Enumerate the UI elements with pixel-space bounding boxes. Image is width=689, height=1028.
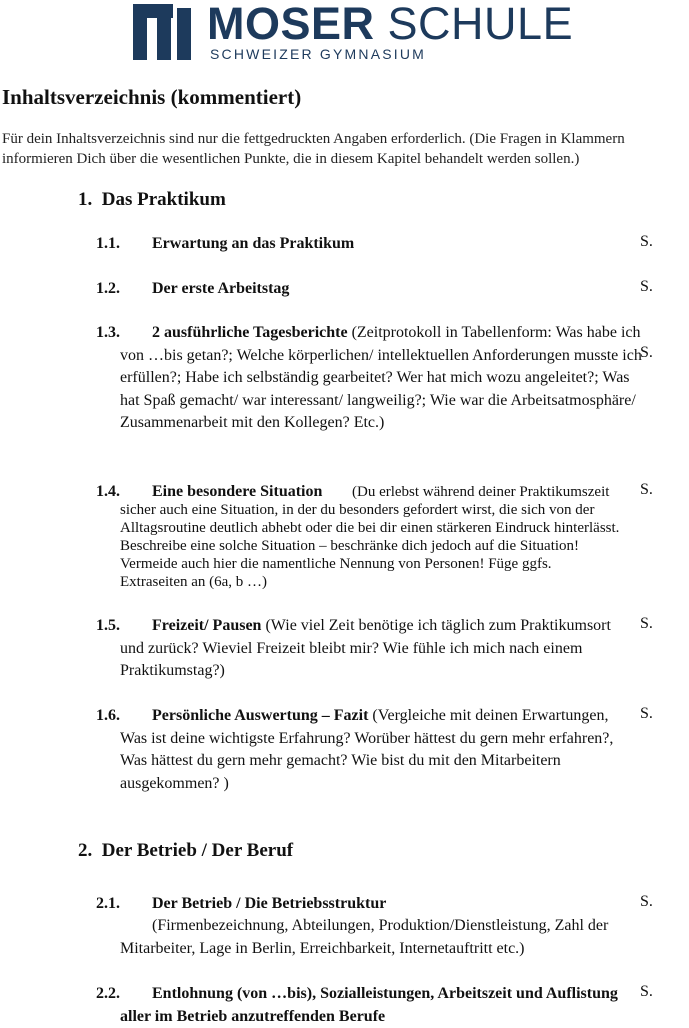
section-2-heading bbox=[78, 840, 293, 862]
page-ref-1-1: S. bbox=[640, 233, 653, 250]
school-logo-icon bbox=[133, 4, 191, 60]
page-ref-2-2: S. bbox=[640, 983, 653, 1000]
toc-entry-1-1 bbox=[96, 233, 626, 256]
entry-description: (Zeitprotokoll in Tabellenform: Was habe ich von …bis getan?; Welche körperlichen/ intellektuellen Anforderungen musste ich erfüllen?; Habe ich selbständig gearbeitet? Wer hat mich wozu angeleitet?; Was hat Spaß gemacht/ war interessant/ langweilig?; Wie war die Arbeitsatmosphäre/ Zusammenarbeit mit den Kollegen? Etc.) bbox=[120, 324, 642, 431]
entry-number: 1.1. bbox=[96, 235, 120, 252]
page-ref-1-6: S. bbox=[640, 705, 653, 722]
school-subtitle: SCHWEIZER GYMNASIUM bbox=[210, 46, 427, 62]
page-ref-2-1: S. bbox=[640, 893, 653, 910]
entry-title: 2 ausführliche Tagesberichte bbox=[152, 324, 348, 341]
toc-entry-1-6 bbox=[96, 705, 628, 795]
section-2-title: Der Betrieb / Der Beruf bbox=[101, 840, 294, 861]
entry-number: 1.4. bbox=[96, 483, 120, 500]
section-1-title: Das Praktikum bbox=[101, 189, 226, 210]
entry-title: Der erste Arbeitstag bbox=[152, 280, 290, 297]
entry-description-2-1: (Firmenbezeichnung, Abteilungen, Produktion/Dienstleistung, Zahl der Mitarbeiter, Lage in Berlin, Erreichbarkeit, Internetauftritt etc.) bbox=[120, 917, 609, 957]
toc-entry-1-2 bbox=[96, 278, 626, 301]
section-2-number: 2. bbox=[78, 840, 93, 861]
page-ref-1-5: S. bbox=[640, 615, 653, 632]
entry-description: (Vergleiche mit deinen Erwartungen, Was ist deine wichtigste Erfahrung? Worüber hättest du gern mehr erfahren?, Was hättest du gern mehr gemacht? Wie bist du mit den Mitarbeitern ausgekommen? ) bbox=[120, 707, 614, 792]
entry-title: Eine besondere Situation bbox=[152, 483, 323, 500]
page-ref-1-4: S. bbox=[640, 481, 653, 498]
toc-entry-1-3 bbox=[96, 322, 642, 435]
section-1-heading bbox=[78, 189, 226, 211]
entry-number: 1.6. bbox=[96, 707, 120, 724]
entry-title: Erwartung an das Praktikum bbox=[152, 235, 355, 252]
entry-number: 2.2. bbox=[96, 985, 120, 1002]
toc-entry-2-1 bbox=[96, 893, 626, 916]
entry-number: 1.2. bbox=[96, 280, 120, 297]
section-1-number: 1. bbox=[78, 189, 93, 210]
school-name-bold: MOSER bbox=[207, 0, 375, 49]
entry-title: Persönliche Auswertung – Fazit bbox=[152, 707, 369, 724]
entry-title: Entlohnung (von …bis), Sozialleistungen, Arbeitszeit und Auflistung aller im Betrieb anzutreffenden Berufe bbox=[120, 985, 618, 1025]
entry-title: Der Betrieb / Die Betriebsstruktur bbox=[152, 895, 387, 912]
page-ref-1-3: S. bbox=[640, 344, 653, 361]
entry-number: 1.3. bbox=[96, 324, 120, 341]
entry-number: 1.5. bbox=[96, 617, 120, 634]
entry-description: (Wie viel Zeit benötige ich täglich zum Praktikumsort und zurück? Wieviel Freizeit bleibt mir? Wie fühle ich mich nach einem Praktikumstag?) bbox=[120, 617, 611, 679]
intro-line-1: Für dein Inhaltsverzeichnis sind nur die fettgedruckten Angaben erforderlich. (Die Fragen in Klammern bbox=[2, 131, 625, 147]
school-name-light: SCHULE bbox=[387, 0, 574, 49]
toc-entry-1-5 bbox=[96, 615, 612, 683]
toc-entry-2-2 bbox=[96, 983, 642, 1028]
page-ref-1-2: S. bbox=[640, 278, 653, 295]
school-name bbox=[207, 0, 573, 50]
entry-number: 2.1. bbox=[96, 895, 120, 912]
entry-description-1-4: (Du erlebst während deiner Praktikumszeit sicher auch eine Situation, in der du besonders gefordert wirst, die sich von der Alltagsroutine deutlich abhebt oder die bei dir einen stärkeren Eindruck hinterlässt. Beschreibe eine solche Situation – beschränke dich jedoch auf die Situation! Vermeide auch hier die namentliche Nennung von Personen! Füge ggfs. Extraseiten an (6a, b …) bbox=[120, 484, 620, 590]
intro-line-2: informieren Dich über die wesentlichen Punkte, die in diesem Kapitel behandelt werden sollen.) bbox=[2, 151, 580, 167]
page-title: Inhaltsverzeichnis (kommentiert) bbox=[2, 85, 302, 109]
entry-title: Freizeit/ Pausen bbox=[152, 617, 262, 634]
